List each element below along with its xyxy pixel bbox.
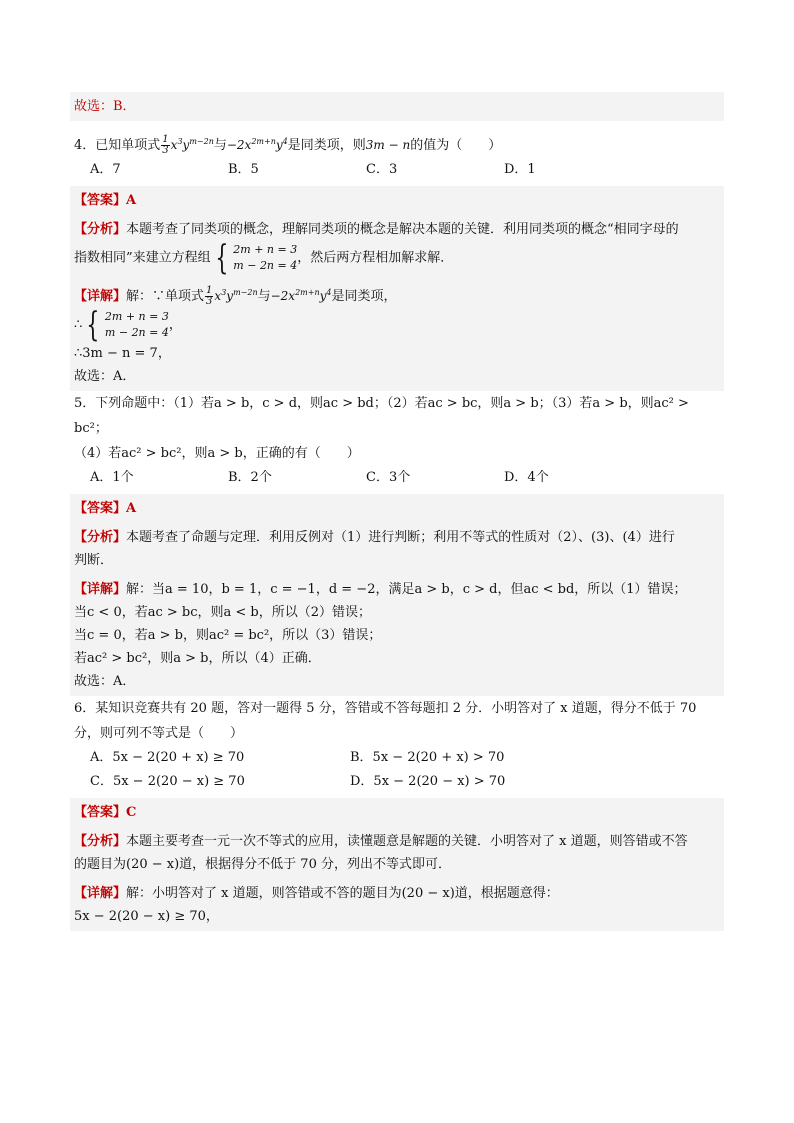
option-b: B．5x − 2(20 + x) > 70	[350, 750, 505, 765]
answer-4: 【答案】A	[70, 186, 724, 215]
question-4-options	[70, 158, 724, 182]
option-d: D．4个	[504, 470, 549, 485]
option-c: C．5x − 2(20 − x) ≥ 70	[90, 774, 245, 789]
question-6: 6．某知识竞赛共有 20 题，答对一题得 5 分，答错或不答每题扣 2 分．小明答对了 x 道题，得分不低于 70 分，则可列不等式是（ ）	[74, 701, 697, 741]
analysis-4: 【分析】本题考查了同类项的概念，理解同类项的概念是解决本题的关键．利用同类项的概念“相同字母的 指数相同”来建立方程组 { 2m + n = 3 m − 2n = 4 ，然后两方程相加解求解．	[70, 215, 724, 278]
option-a: A．7	[90, 162, 121, 177]
question-5-options	[70, 466, 724, 490]
answer-6: 【答案】C	[70, 798, 724, 827]
option-b: B．2个	[228, 470, 272, 485]
question-6-options-row2	[70, 770, 724, 794]
analysis-5: 【分析】本题考查了命题与定理．利用反例对（1）进行判断；利用不等式的性质对（2）、(3)、(4）进行 判断．	[70, 523, 724, 575]
answer-5: 【答案】A	[70, 494, 724, 523]
detail-5: 【详解】解：当a = 10，b = 1，c = −1，d = −2，满足a > b，c > d，但ac < bd，所以（1）错误； 当c < 0，若ac > bc，则a < b，所以（2）错误； 当c = 0，若a > b，则ac² = bc²，所以（3）错误； 若ac² > bc²，则a > b，所以（4）正确． 故选：A．	[70, 575, 724, 696]
option-b: B．5	[228, 162, 259, 177]
monomial-1: $\frac{1}{3}$ $x^3y^{m-2n}$	[162, 134, 214, 156]
prev-conclusion: 故选：B．	[70, 92, 724, 121]
equation-system-detail: { 2m + n = 3 m − 2n = 4	[86, 305, 169, 345]
option-d: D．5x − 2(20 − x) > 70	[350, 774, 506, 789]
question-6-options-row1	[70, 746, 724, 770]
option-a: A．5x − 2(20 + x) ≥ 70	[90, 750, 245, 765]
option-d: D．1	[504, 162, 536, 177]
question-5: 5．下列命题中：（1）若a > b，c > d，则ac > bd；（2）若ac > bc，则a > b；（3）若a > b，则ac² > bc²； （4）若ac² > bc²，则a > b，正确的有（ ）	[74, 396, 689, 461]
equation-system: { 2m + n = 3 m − 2n = 4	[214, 238, 298, 278]
option-a: A．1个	[90, 470, 134, 485]
analysis-6: 【分析】本题主要考查一元一次不等式的应用，读懂题意是解题的关键．小明答对了 x 道题，则答错或不答 的题目为(20 − x)道，根据得分不低于 70 分，列出不等式即可．	[70, 827, 724, 879]
document-page	[70, 92, 724, 931]
option-c: C．3	[366, 162, 398, 177]
detail-6: 【详解】解：小明答对了 x 道题，则答错或不答的题目为(20 − x)道，根据题意得： 5x − 2(20 − x) ≥ 70，	[70, 879, 724, 931]
monomial-2: $-2x^{2m+n}y^4$	[226, 137, 288, 152]
option-c: C．3个	[366, 470, 411, 485]
question-4: 4．已知单项式 $\frac{1}{3}$ $x^3y^{m-2n}$与$-2x^{2m+n}y^4$是同类项，则3m − n的值为（ ）	[74, 134, 502, 156]
detail-4: 【详解】解：∵单项式 $\frac{1}{3}$ $x^3y^{m-2n}$与$-2x^{2m+n}y^4$是同类项， ∴ { 2m + n = 3 m − 2n = 4 ， ∴3m − n = 7， 故选：A．	[70, 278, 724, 391]
